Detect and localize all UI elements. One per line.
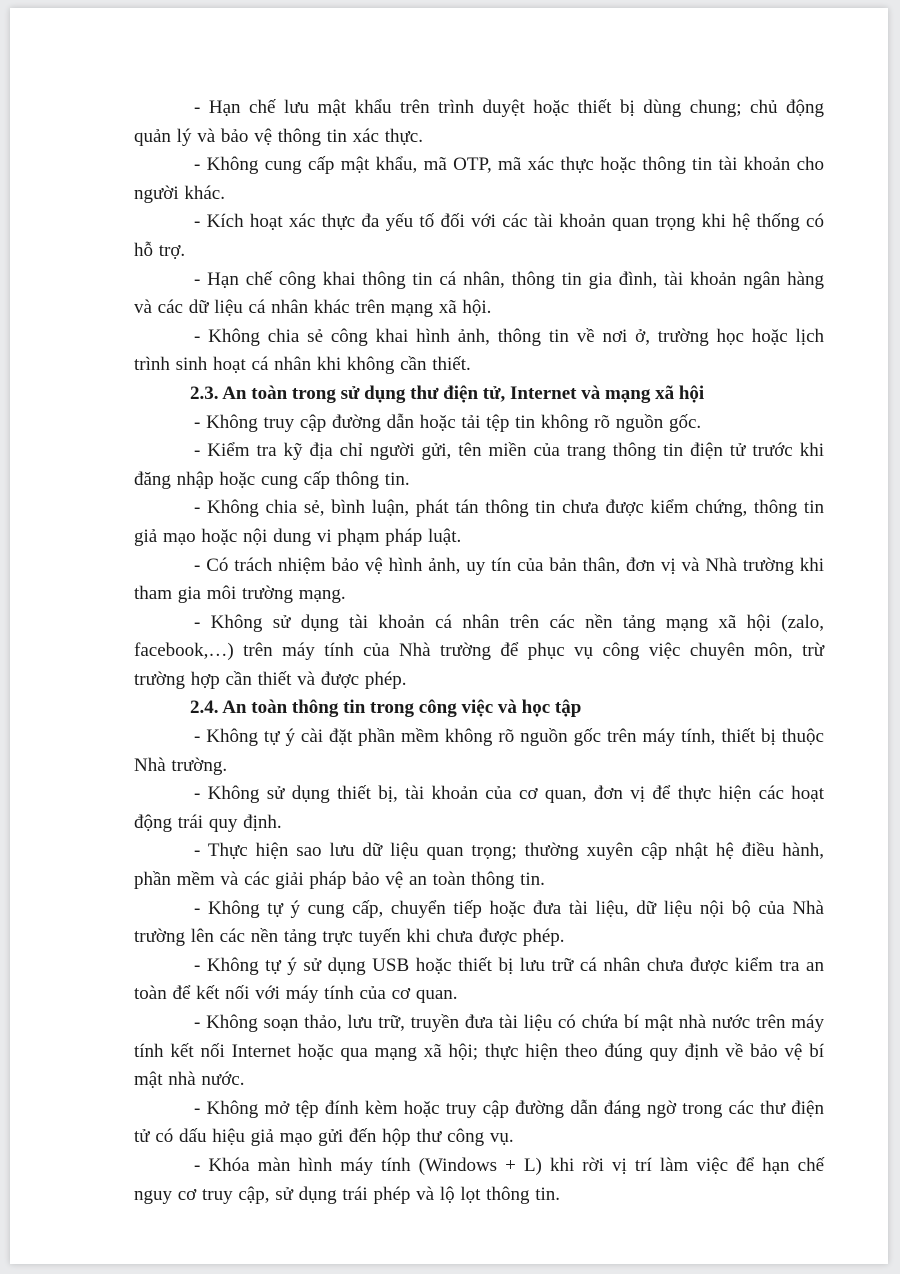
paragraph: - Không soạn thảo, lưu trữ, truyền đưa tài liệu có chứa bí mật nhà nước trên máy tính kết nối Internet hoặc qua mạng xã hội; thực hiện theo đúng quy định về bảo vệ bí mật nhà nước. — [134, 1012, 824, 1091]
paragraph: - Hạn chế lưu mật khẩu trên trình duyệt hoặc thiết bị dùng chung; chủ động quản lý và bảo vệ thông tin xác thực. — [134, 97, 824, 147]
paragraph: - Không mở tệp đính kèm hoặc truy cập đường dẫn đáng ngờ trong các thư điện tử có dấu hiệu giả mạo gửi đến hộp thư công vụ. — [134, 1097, 824, 1148]
document-page — [10, 8, 888, 1264]
document-body — [134, 94, 824, 1209]
paragraph: - Khóa màn hình máy tính (Windows + L) khi rời vị trí làm việc để hạn chế nguy cơ truy cập, sử dụng trái phép và lộ lọt thông tin. — [134, 1154, 824, 1205]
paragraph: - Kích hoạt xác thực đa yếu tố đối với các tài khoản quan trọng khi hệ thống có hỗ trợ. — [134, 211, 824, 261]
paragraph: - Không chia sẻ công khai hình ảnh, thông tin về nơi ở, trường học hoặc lịch trình sinh hoạt cá nhân khi không cần thiết. — [134, 325, 824, 376]
section-heading-2-4: 2.4. An toàn thông tin trong công việc và học tập — [190, 697, 582, 719]
section-heading-2-3: 2.3. An toàn trong sử dụng thư điện tử, Internet và mạng xã hội — [190, 382, 705, 404]
paragraph: - Không tự ý cài đặt phần mềm không rõ nguồn gốc trên máy tính, thiết bị thuộc Nhà trường. — [134, 726, 824, 776]
paragraph: - Không chia sẻ, bình luận, phát tán thông tin chưa được kiểm chứng, thông tin giả mạo hoặc nội dung vi phạm pháp luật. — [134, 497, 824, 547]
paragraph: - Có trách nhiệm bảo vệ hình ảnh, uy tín của bản thân, đơn vị và Nhà trường khi tham gia môi trường mạng. — [134, 554, 824, 605]
paragraph: - Không sử dụng thiết bị, tài khoản của cơ quan, đơn vị để thực hiện các hoạt động trái quy định. — [134, 783, 824, 833]
paragraph: - Không cung cấp mật khẩu, mã OTP, mã xác thực hoặc thông tin tài khoản cho người khác. — [134, 154, 824, 204]
paragraph: - Không tự ý sử dụng USB hoặc thiết bị lưu trữ cá nhân chưa được kiểm tra an toàn để kết nối với máy tính của cơ quan. — [134, 954, 824, 1005]
paragraph: - Không sử dụng tài khoản cá nhân trên các nền tảng mạng xã hội (zalo, facebook,…) trên máy tính của Nhà trường để phục vụ công việc chuyên môn, trừ trường hợp cần thiết và được phép. — [134, 611, 824, 690]
paragraph: - Kiểm tra kỹ địa chỉ người gửi, tên miền của trang thông tin điện tử trước khi đăng nhập hoặc cung cấp thông tin. — [134, 440, 824, 490]
paragraph: - Không truy cập đường dẫn hoặc tải tệp tin không rõ nguồn gốc. — [194, 411, 702, 433]
paragraph: - Thực hiện sao lưu dữ liệu quan trọng; thường xuyên cập nhật hệ điều hành, phần mềm và các giải pháp bảo vệ an toàn thông tin. — [134, 840, 824, 891]
paragraph: - Không tự ý cung cấp, chuyển tiếp hoặc đưa tài liệu, dữ liệu nội bộ của Nhà trường lên các nền tảng trực tuyến khi chưa được phép. — [134, 897, 824, 948]
paragraph: - Hạn chế công khai thông tin cá nhân, thông tin gia đình, tài khoản ngân hàng và các dữ liệu cá nhân khác trên mạng xã hội. — [134, 268, 824, 319]
